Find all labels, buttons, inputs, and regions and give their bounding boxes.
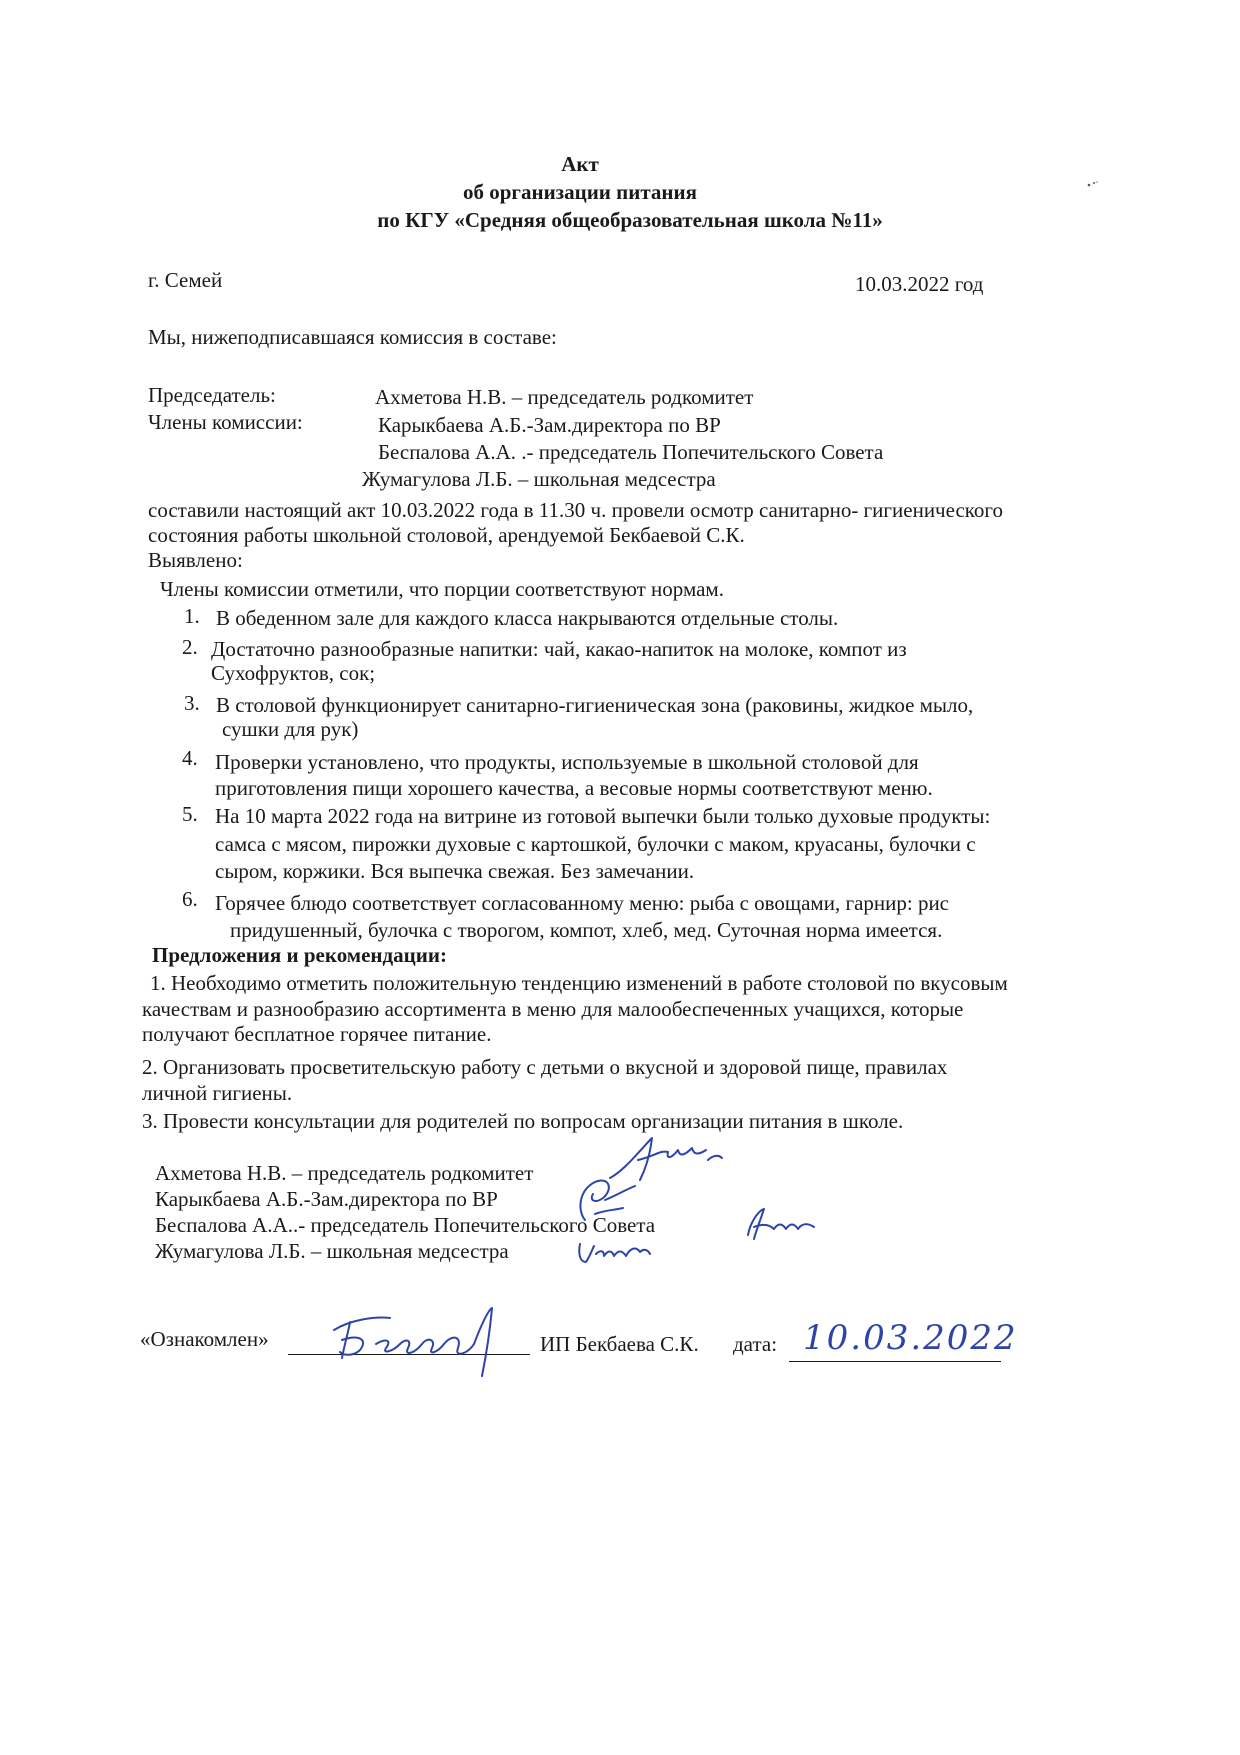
body-line-2: состояния работы школьной столовой, арендуемой Бекбаевой С.К. (148, 523, 745, 547)
recommendation-line: качествам и разнообразию ассортимента в меню для малообеспеченных учащихся, которые (142, 997, 964, 1021)
date-line (789, 1361, 1001, 1362)
finding-line: приготовления пищи хорошего качества, а весовые нормы соответствуют меню. (215, 776, 933, 800)
recommendation-line: 2. Организовать просветительскую работу с детьми о вкусной и здоровой пище, правилах (142, 1055, 948, 1079)
finding-line: придушенный, булочка с творогом, компот, хлеб, мед. Суточная норма имеется. (230, 918, 943, 942)
acknowledged-name: ИП Бекбаева С.К. (540, 1332, 699, 1356)
finding-line: сушки для рук) (222, 717, 359, 741)
doc-school-name: по КГУ «Средняя общеобразовательная школа №11» (377, 208, 883, 232)
chair-name: Ахметова Н.В. – председатель родкомитет (375, 385, 754, 409)
finding-line: Достаточно разнообразные напитки: чай, какао-напиток на молоке, компот из (211, 637, 907, 661)
signatory-1: Ахметова Н.В. – председатель родкомитет (155, 1161, 534, 1185)
doc-subtitle: об организации питания (463, 180, 697, 204)
member-2: Беспалова А.А. .- председатель Попечительского Совета (378, 440, 884, 464)
found-label: Выявлено: (148, 548, 243, 572)
finding-line: В столовой функционирует санитарно-гигиеническая зона (раковины, жидкое мыло, (216, 693, 974, 717)
body-line-1: составили настоящий акт 10.03.2022 года в 11.30 ч. провели осмотр санитарно- гигиенического (148, 498, 1004, 522)
finding-number: 6. (182, 887, 198, 911)
recommendation-line: 1. Необходимо отметить положительную тенденцию изменений в работе столовой по вкусовым (150, 971, 1008, 995)
finding-number: 4. (182, 746, 198, 770)
finding-line: На 10 марта 2022 года на витрине из готовой выпечки были только духовые продукты: (215, 804, 991, 828)
signatory-2: Карыкбаева А.Б.-Зам.директора по ВР (155, 1187, 498, 1211)
finding-number: 5. (182, 802, 198, 826)
finding-number: 3. (184, 691, 200, 715)
recommendations-heading: Предложения и рекомендации: (152, 943, 447, 967)
acknowledged-label: «Ознакомлен» (140, 1327, 269, 1351)
finding-number: 2. (182, 635, 198, 659)
finding-line: Проверки установлено, что продукты, используемые в школьной столовой для (215, 750, 919, 774)
signature-karykbaeva (565, 1170, 645, 1225)
finding-line: Сухофруктов, сок; (211, 661, 376, 685)
found-intro: Члены комиссии отметили, что порции соответствуют нормам. (160, 577, 724, 601)
member-1: Карыкбаева А.Б.-Зам.директора по ВР (378, 413, 721, 437)
finding-line: Горячее блюдо соответствует согласованному меню: рыба с овощами, гарнир: рис (215, 891, 950, 915)
signature-bespalova (740, 1205, 820, 1245)
recommendation-line: получают бесплатное горячее питание. (142, 1022, 492, 1046)
finding-line: В обеденном зале для каждого класса накрываются отдельные столы. (216, 606, 839, 630)
recommendation-line: личной гигиены. (142, 1081, 293, 1105)
signature-zhumagulova (574, 1232, 654, 1272)
signature-bekbaeva (320, 1300, 530, 1380)
recommendation-line: 3. Провести консультации для родителей по вопросам организации питания в школе. (142, 1109, 904, 1133)
member-3: Жумагулова Л.Б. – школьная медсестра (362, 467, 716, 491)
doc-title: Акт (561, 152, 599, 176)
doc-date: 10.03.2022 год (855, 272, 984, 296)
intro-text: Мы, нижеподписавшаяся комиссия в составе: (148, 325, 557, 349)
chair-label: Председатель: (148, 383, 276, 407)
date-label: дата: (733, 1332, 778, 1356)
members-label: Члены комиссии: (148, 410, 303, 434)
finding-number: 1. (184, 604, 200, 628)
handwritten-date: 10.03.2022 (803, 1318, 1018, 1358)
place: г. Семей (148, 268, 223, 292)
finding-line: самса с мясом, пирожки духовые с картошкой, булочки с маком, круасаны, булочки с (215, 832, 976, 856)
signatory-4: Жумагулова Л.Б. – школьная медсестра (155, 1239, 509, 1263)
finding-line: сыром, коржики. Вся выпечка свежая. Без замечании. (215, 859, 695, 883)
signatory-3: Беспалова А.А..- председатель Попечительского Совета (155, 1213, 656, 1237)
